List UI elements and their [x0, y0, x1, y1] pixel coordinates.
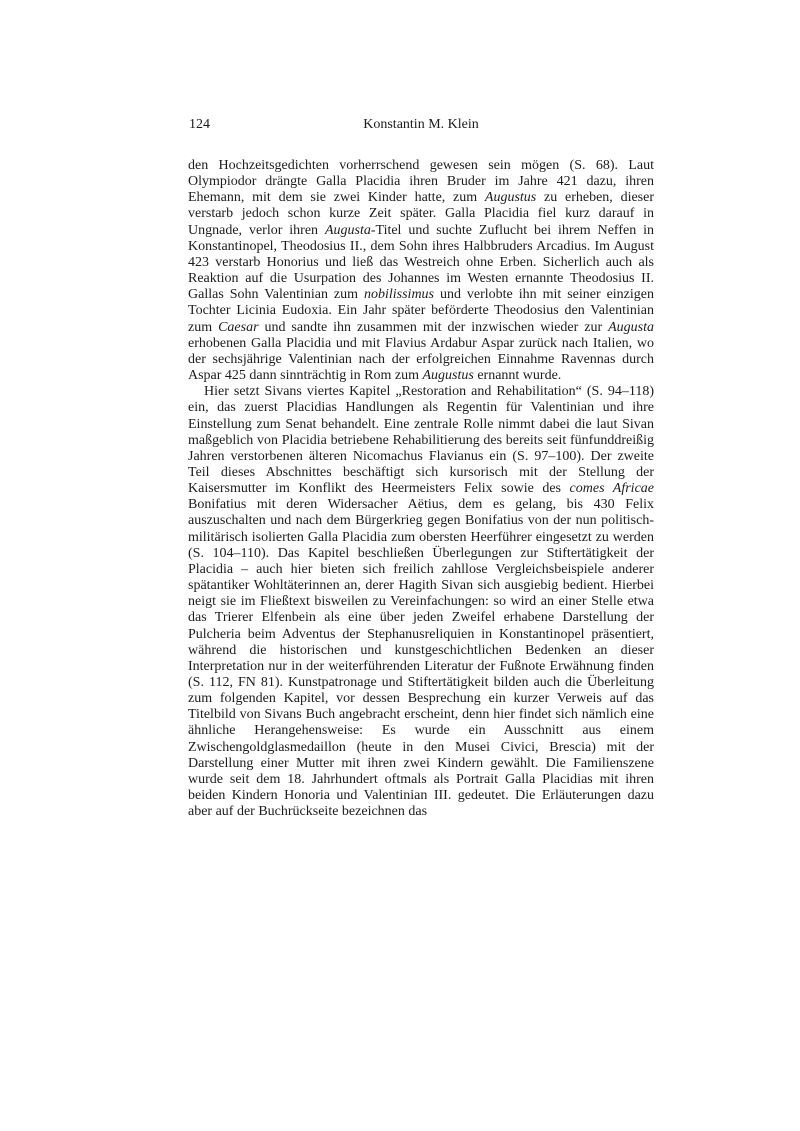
italic-text-run: comes Africae	[569, 481, 654, 497]
text-run: den Hochzeitsgedichten vorherrschend gewesen sein mögen (S. 68). Laut Olympiodor drängte Galla Placidia ihren Bruder im Jahre 421 dazu, ihren Ehemann, mit dem sie zwei Kinder hatte, zum	[188, 158, 654, 206]
text-run: zu erheben, dieser verstarb jedoch schon kurze Zeit später. Galla Placidia fiel kurz darauf in Ungnade, verlor ihren	[188, 190, 654, 238]
text-run: ernannt wurde.	[473, 368, 562, 384]
italic-text-run: Augusta	[608, 319, 654, 335]
page-number: 124	[189, 117, 210, 132]
text-run: erhobenen Galla Placidia und mit Flavius Ardabur Aspar zurück nach Italien, wo der sechsjährige Valentinian nach der erfolgreichen Einnahme Ravennas durch Aspar 425 dann sinnträchtig in Rom zum	[188, 335, 654, 384]
italic-text-run: Augustus	[484, 190, 537, 206]
paragraph-2	[188, 384, 654, 820]
italic-text-run: Augustus	[422, 368, 474, 384]
text-run: -Titel und suchte Zuflucht bei ihrem Neffen in Konstantinopel, Theodosius II., dem Sohn ihres Halbbruders Arcadius. Im August 423 verstarb Honorius und ließ das Westreich ohne Erben. Sicherlich auch als Reaktion auf die Usurpation des Johannes im Westen ernannte Theodosius II. Gallas Sohn Valentinian zum	[188, 222, 655, 303]
running-header: Konstantin M. Klein	[363, 117, 479, 132]
text-run: und sandte ihn zusammen mit der inzwischen wieder zur	[258, 319, 609, 335]
text-run: und verlobte ihn mit seiner einzigen Tochter Licinia Eudoxia. Ein Jahr später beförderte Theodosius den Valentinian zum	[188, 287, 654, 335]
italic-text-run: Caesar	[218, 319, 259, 335]
italic-text-run: Augusta	[324, 222, 371, 238]
italic-text-run: nobilissimus	[363, 287, 434, 303]
text-block	[188, 158, 654, 820]
text-run: Bonifatius mit deren Widersacher Aëtius, dem es gelang, bis 430 Felix auszuschalten und nach dem Bürgerkrieg gegen Bonifatius von der nun politisch-militärisch isolierten Galla Placidia zum obersten Heerführer eingesetzt zu werden (S. 104–110). Das Kapitel beschließen Überlegungen zur Stiftertätigkeit der Placidia – auch hier bieten sich freilich zahllose Vergleichsbeispiele anderer spätantiker Wohltäterinnen an, derer Hagith Sivan sich ausgiebig bedient. Hierbei neigt sie im Fließtext bisweilen zu Vereinfachungen: so wird an einer Stelle etwa das Trierer Elfenbein als eine über jeden Zweifel erhabene Darstellung der Pulcheria beim Adventus der Stephanusreliquien in Konstantinopel präsentiert, während die historischen und kunstgeschichtlichen Bedenken an dieser Interpretation nur in der weiterführenden Literatur der Fußnote Erwähnung finden (S. 112, FN 81). Kunstpatronage und Stiftertätigkeit bilden auch die Überleitung zum folgenden Kapitel, vor dessen Besprechung ein kurzer Verweis auf das Titelbild von Sivans Buch angebracht erscheint, denn hier findet sich nämlich eine ähnliche Herangehensweise: Es wurde ein Ausschnitt aus einem Zwischengoldglasmedaillon (heute in den Musei Civici, Brescia) mit der Darstellung einer Mutter mit ihren zwei Kindern gewählt. Die Familienszene wurde seit dem 18. Jahrhundert oftmals als Portrait Galla Placidias mit ihren beiden Kindern Honoria und Valentinian III. gedeutet. Die Erläuterungen dazu aber auf der Buchrückseite bezeichnen das	[188, 497, 654, 820]
paragraph-1	[188, 158, 654, 384]
page-header	[188, 117, 654, 134]
text-run: Hier setzt Sivans viertes Kapitel „Restoration and Rehabilitation“ (S. 94–118) ein, das zuerst Placidias Handlungen als Regentin für Valentinian und ihre Einstellung zum Senat behandelt. Eine zentrale Rolle nimmt dabei die laut Sivan maßgeblich von Placidia betriebene Rehabilitierung des bereits seit fünfunddreißig Jahren verstorbenen älteren Nicomachus Flavianus ein (S. 97–100). Der zweite Teil dieses Abschnittes beschäftigt sich kursorisch mit der Stellung der Kaisersmutter im Konflikt des Heermeisters Felix sowie des	[188, 384, 654, 497]
